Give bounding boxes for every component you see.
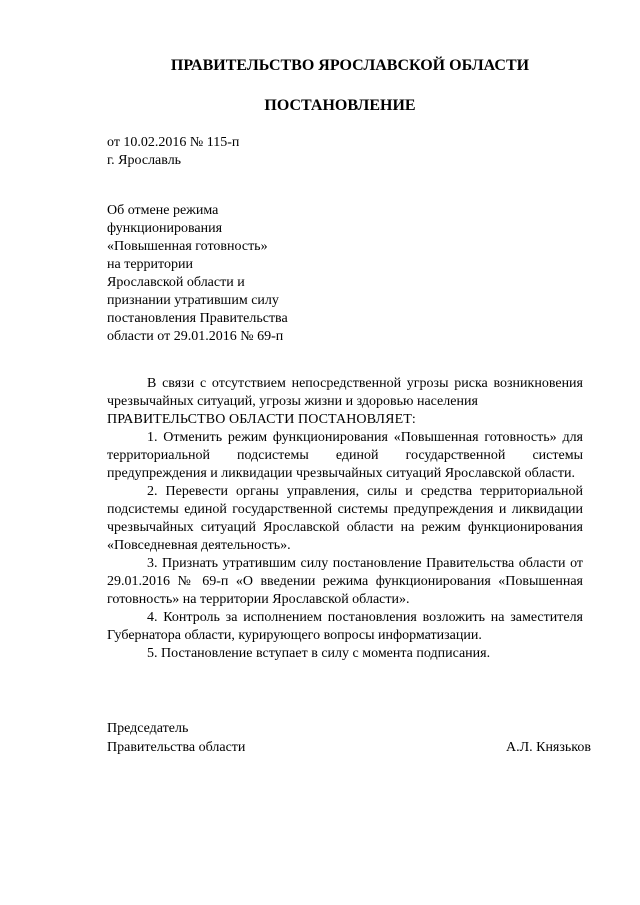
document-meta (107, 134, 239, 170)
decree-item: 5. Постановление вступает в силу с момента подписания. (147, 646, 491, 661)
subject-line: признании утратившим силу (107, 293, 279, 308)
subject-line: Об отмене режима (107, 203, 219, 218)
subject-line: на территории (107, 257, 193, 272)
subject-line: области от 29.01.2016 № 69-п (107, 329, 284, 344)
signatory-name: А.Л. Князьков (506, 740, 591, 755)
decree-item: 4. Контроль за исполнением постановления возложить на заместителя Губернатора области, курирующего вопросы информатизации. (107, 610, 583, 643)
government-title: ПРАВИТЕЛЬСТВО ЯРОСЛАВСКОЙ ОБЛАСТИ (170, 57, 530, 74)
decree-item: 3. Признать утратившим силу постановление Правительства области от 29.01.2016 № 69-п «О введении режима функционирования «Повышенная готовность» на территории Ярославской области». (107, 556, 583, 607)
subject-line: функционирования (107, 221, 223, 236)
document-body (107, 375, 583, 663)
subject-line: «Повышенная готовность» (107, 239, 268, 254)
document-subject (107, 202, 288, 346)
decree-item: 1. Отменить режим функционирования «Повышенная готовность» для территориальной подсистемы единой государственной системы предупреждения и ликвидации чрезвычайных ситуаций Ярославской области. (107, 430, 583, 481)
city: г. Ярославль (107, 153, 182, 168)
document-type: ПОСТАНОВЛЕНИЕ (264, 97, 416, 114)
signatory-title-line1: Председатель (107, 721, 189, 736)
signatory-title-line2: Правительства области (107, 740, 246, 755)
decree-item: 2. Перевести органы управления, силы и средства территориальной подсистемы единой государственной системы предупреждения и ликвидации чрезвычайных ситуаций Ярославской области на режим функционирования «Повседневная деятельность». (107, 484, 583, 553)
decree-statement: ПРАВИТЕЛЬСТВО ОБЛАСТИ ПОСТАНОВЛЯЕТ: (107, 412, 416, 427)
preamble: В связи с отсутствием непосредственной угрозы риска возникновения чрезвычайных ситуаций, угрозы жизни и здоровью населения (107, 376, 583, 409)
date-number: от 10.02.2016 № 115-п (107, 135, 240, 150)
subject-line: Ярославской области и (107, 275, 245, 290)
subject-line: постановления Правительства (107, 311, 288, 326)
signature-block (107, 719, 591, 757)
